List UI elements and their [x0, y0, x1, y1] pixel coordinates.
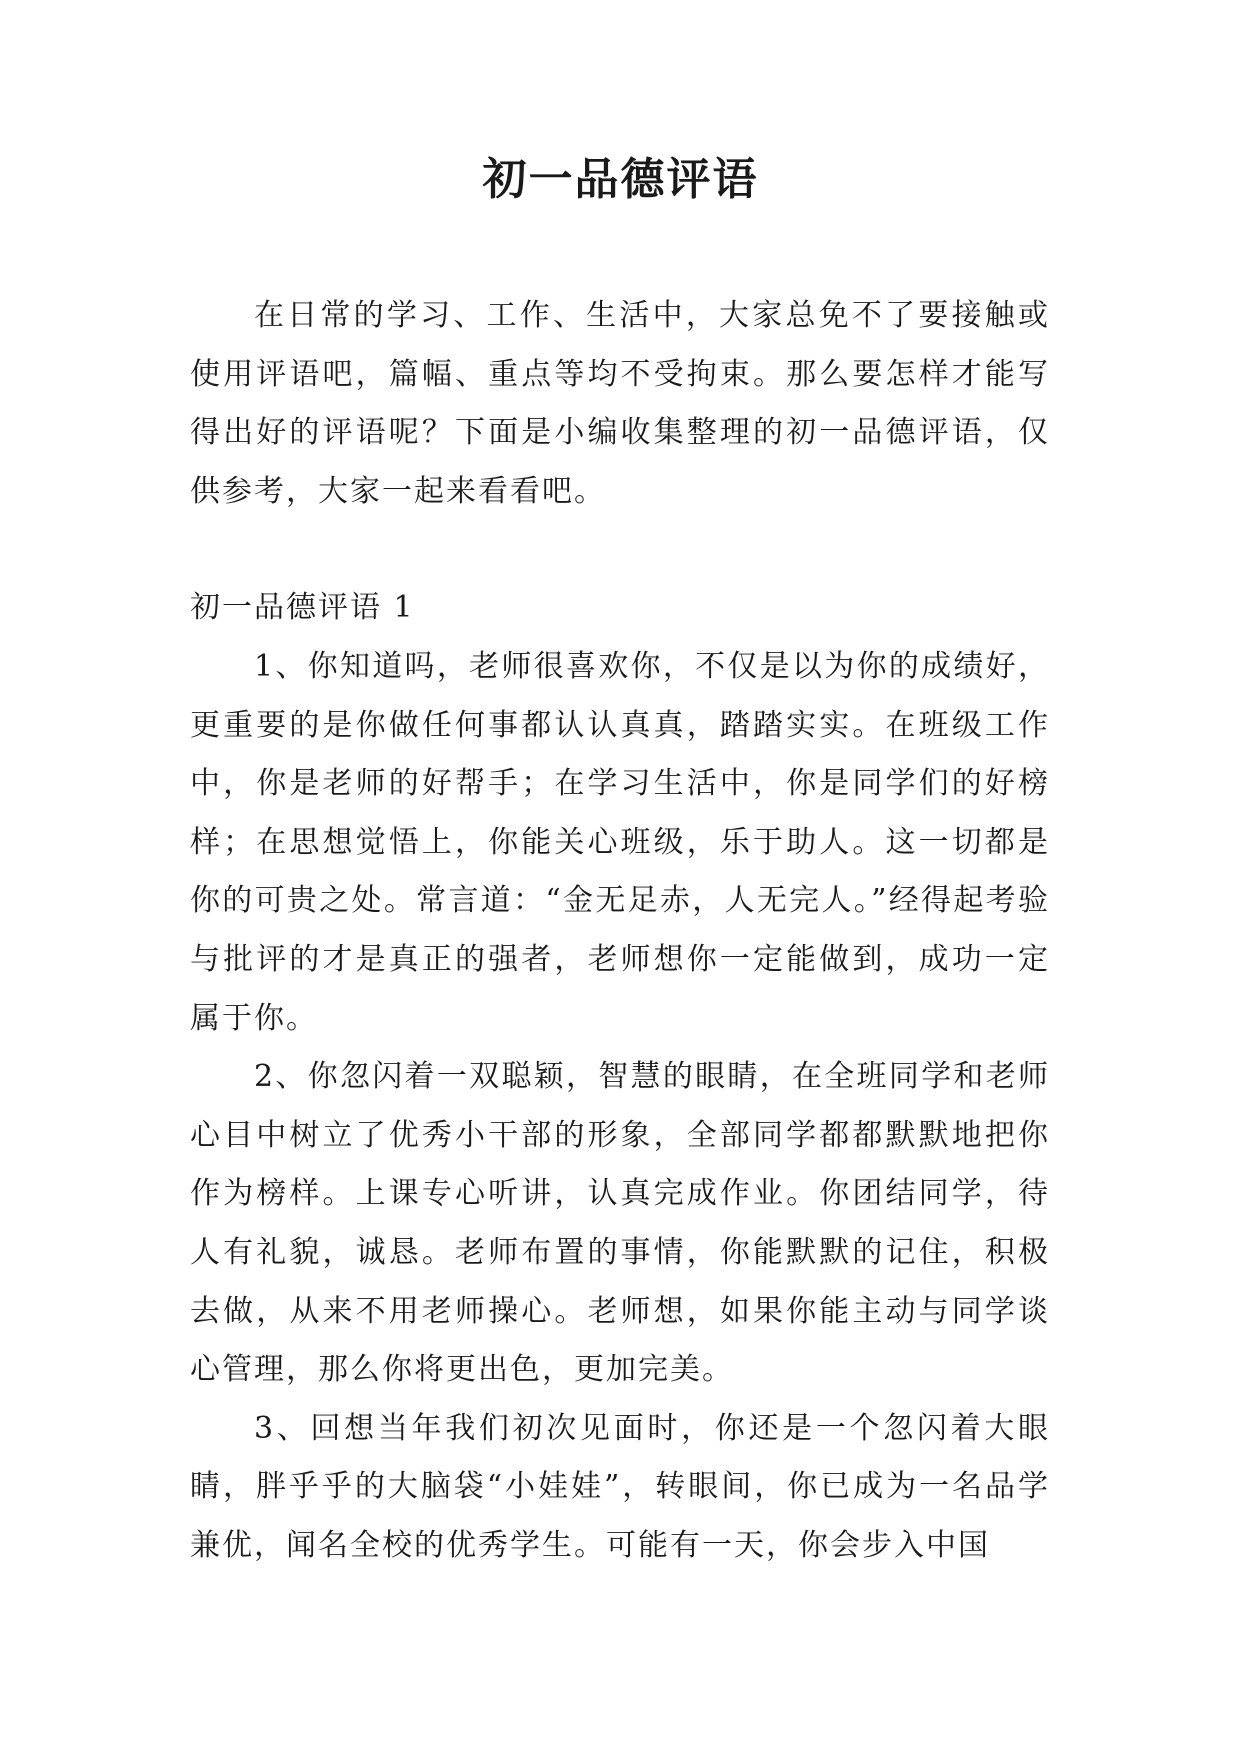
- section-heading: 初一品德评语 1: [190, 590, 415, 626]
- comment-paragraph-3: 3、回想当年我们初次见面时，你还是一个忽闪着大眼睛，胖乎乎的大脑袋“小娃娃”，转眼间，你已成为一名品学兼优，闻名全校的优秀学生。可能有一天，你会步入中国: [190, 1410, 1050, 1563]
- intro-paragraph: 在日常的学习、工作、生活中，大家总免不了要接触或使用评语吧，篇幅、重点等均不受拘束。那么要怎样才能写得出好的评语呢？下面是小编收集整理的初一品德评语，仅供参考，大家一起来看看吧。: [190, 298, 1050, 509]
- comment-paragraph-1: 1、你知道吗，老师很喜欢你，不仅是以为你的成绩好，更重要的是你做任何事都认认真真，踏踏实实。在班级工作中，你是老师的好帮手；在学习生活中，你是同学们的好榜样；在思想觉悟上，你能关心班级，乐于助人。这一切都是你的可贵之处。常言道：“金无足赤，人无完人。”经得起考验与批评的才是真正的强者，老师想你一定能做到，成功一定属于你。: [190, 648, 1050, 1036]
- comment-paragraph-2: 2、你忽闪着一双聪颖，智慧的眼睛，在全班同学和老师心目中树立了优秀小干部的形象，全部同学都都默默地把你作为榜样。上课专心听讲，认真完成作业。你团结同学，待人有礼貌，诚恳。老师布置的事情，你能默默的记住，积极去做，从来不用老师操心。老师想，如果你能主动与同学谈心管理，那么你将更出色，更加完美。: [190, 1059, 1050, 1388]
- document-body: [190, 287, 1050, 1575]
- document-title: 初一品德评语: [482, 154, 759, 205]
